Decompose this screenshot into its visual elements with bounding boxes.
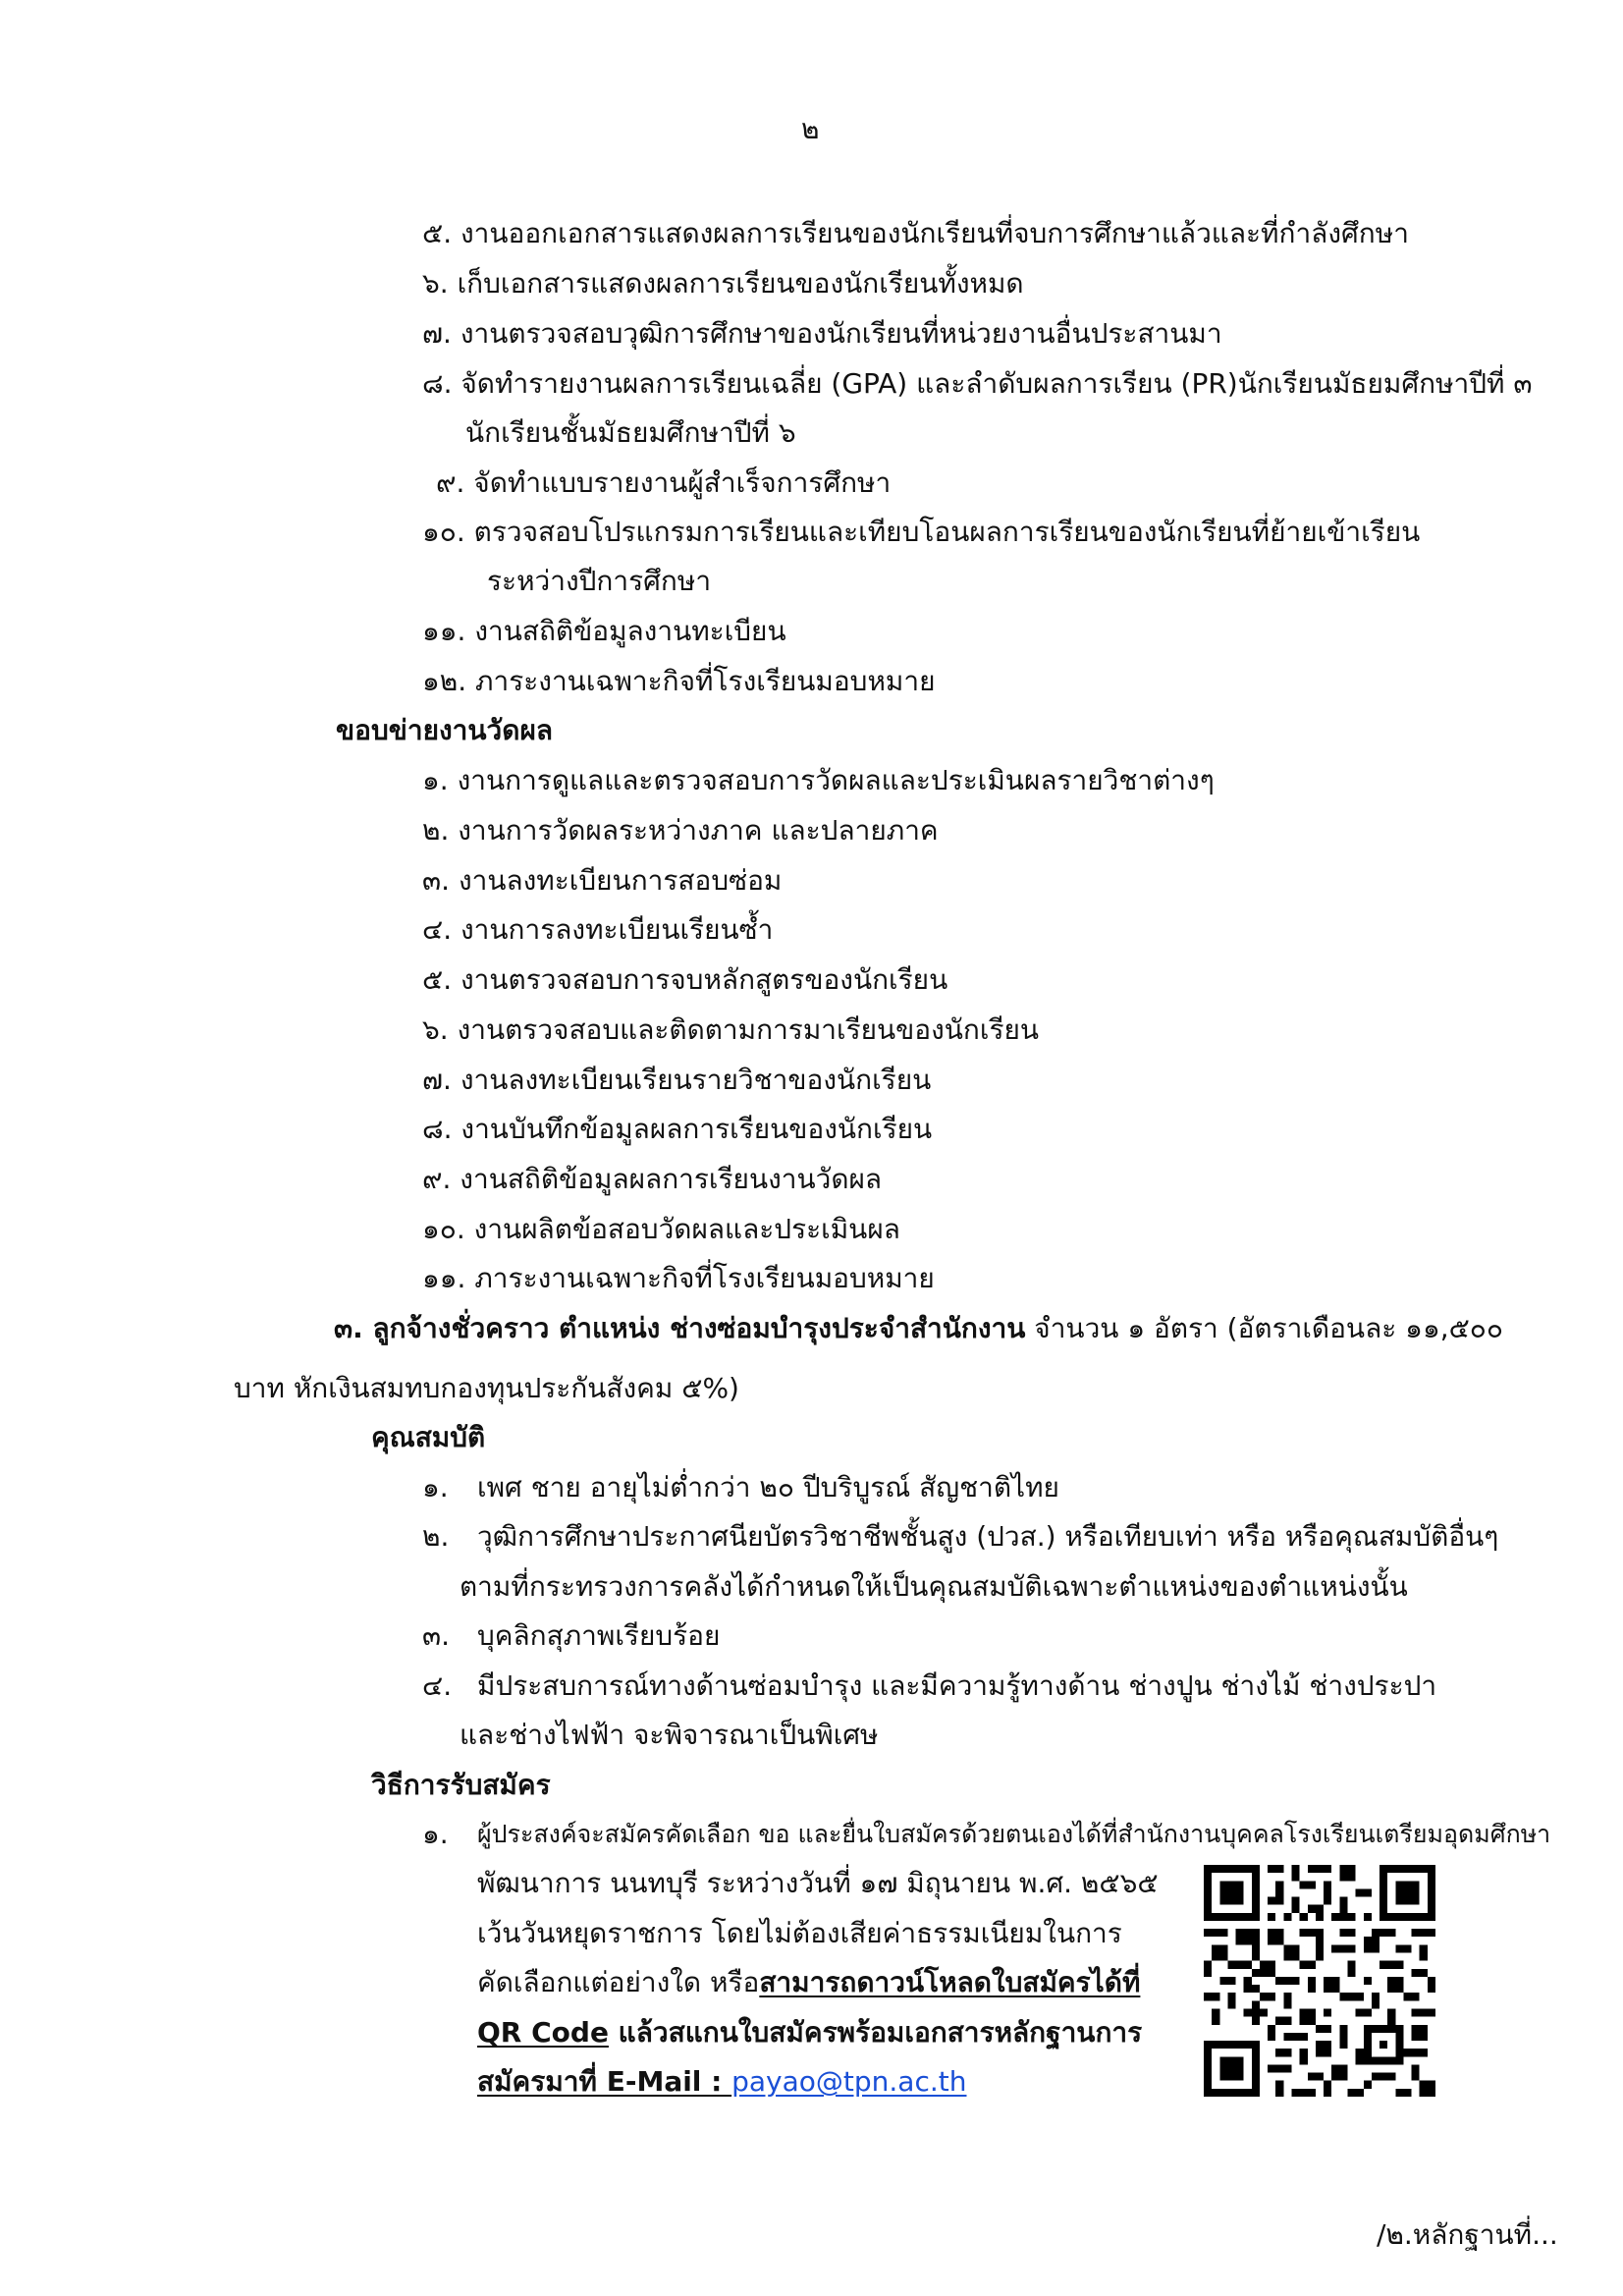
list-item: ๑. งานการดูแลและตรวจสอบการวัดผลและประเมินผลรายวิชาต่างๆ <box>422 764 1215 796</box>
email-label: สมัครมาที่ E-Mail : <box>477 2065 732 2098</box>
list-item: ๑๑. ภาระงานเฉพาะกิจที่โรงเรียนมอบหมาย <box>422 1262 935 1294</box>
qual-number: ๑. <box>422 1471 449 1503</box>
qr-code-label: QR Code <box>477 2016 609 2049</box>
apply-text: พัฒนาการ นนทบุรี ระหว่างวันที่ ๑๗ มิถุนายน พ.ศ. ๒๕๖๕ <box>477 1867 1159 1899</box>
list-item: ๘. จัดทำรายงานผลการเรียนเฉลี่ย (GPA) และลำดับผลการเรียน (PR)นักเรียนมัธยมศึกษาปีที่ ๓ <box>422 367 1533 400</box>
list-item: ๕. งานตรวจสอบการจบหลักสูตรของนักเรียน <box>422 963 948 996</box>
apply-text: เว้นวันหยุดราชการ โดยไม่ต้องเสียค่าธรรมเนียมในการ <box>477 1917 1122 1949</box>
list-item: ๘. งานบันทึกข้อมูลผลการเรียนของนักเรียน <box>422 1113 933 1145</box>
list-item: ๔. งานการลงทะเบียนเรียนซ้ำ <box>422 913 774 946</box>
list-item: ๗. งานลงทะเบียนเรียนรายวิชาของนักเรียน <box>422 1064 932 1096</box>
qualifications-heading: คุณสมบัติ <box>371 1421 486 1453</box>
apply-text-bold: แล้วสแกนใบสมัครพร้อมเอกสารหลักฐานการ <box>608 2016 1143 2049</box>
qual-text-continuation: ตามที่กระทรวงการคลังได้กำหนดให้เป็นคุณสมบัติเฉพาะตำแหน่งของตำแหน่งนั้น <box>460 1570 1408 1603</box>
application-heading: วิธีการรับสมัคร <box>371 1769 551 1801</box>
apply-email-line <box>477 2062 966 2102</box>
list-item: ๓. งานลงทะเบียนการสอบซ่อม <box>422 864 783 897</box>
list-item: ๒. งานการวัดผลระหว่างภาค และปลายภาค <box>422 814 939 847</box>
apply-number: ๑. <box>422 1818 449 1850</box>
position-title-bold: ๓. ลูกจ้างชั่วคราว ตำแหน่ง ช่างซ่อมบำรุงประจำสำนักงาน <box>334 1312 1026 1344</box>
apply-text: ผู้ประสงค์จะสมัครคัดเลือก ขอ และยื่นใบสมัครด้วยตนเองได้ที่สำนักงานบุคคลโรงเรียนเตรียมอุดมศึกษา <box>477 1820 1551 1848</box>
list-item: ๑๒. ภาระงานเฉพาะกิจที่โรงเรียนมอบหมาย <box>422 665 936 697</box>
list-item: ๕. งานออกเอกสารแสดงผลการเรียนของนักเรียนที่จบการศึกษาแล้วและที่กำลังศึกษา <box>422 217 1409 249</box>
qual-text: บุคลิกสุภาพเรียบร้อย <box>477 1619 721 1652</box>
apply-text <box>477 2013 1142 2052</box>
qual-text: มีประสบการณ์ทางด้านซ่อมบำรุง และมีความรู้ทางด้าน ช่างปูน ช่างไม้ ช่างประปา <box>477 1669 1437 1702</box>
position-title-line2: บาท หักเงินสมทบกองทุนประกันสังคม ๕%) <box>234 1372 739 1404</box>
qual-text-continuation: และช่างไฟฟ้า จะพิจารณาเป็นพิเศษ <box>460 1719 879 1751</box>
qual-number: ๔. <box>422 1669 453 1702</box>
qual-number: ๒. <box>422 1520 450 1553</box>
list-item: ๖. เก็บเอกสารแสดงผลการเรียนของนักเรียนทั้งหมด <box>422 267 1024 300</box>
email-link[interactable]: payao@tpn.ac.th <box>731 2065 967 2098</box>
list-item-continuation: ระหว่างปีการศึกษา <box>487 565 712 597</box>
list-item: ๑๐. งานผลิตข้อสอบวัดผลและประเมินผล <box>422 1213 900 1245</box>
position-title-rest: จำนวน ๑ อัตรา (อัตราเดือนละ ๑๑,๕๐๐ <box>1025 1312 1503 1344</box>
list-item: ๙. งานสถิติข้อมูลผลการเรียนงานวัดผล <box>422 1163 883 1195</box>
qr-code <box>1204 1865 1435 2097</box>
measurement-heading: ขอบข่ายงานวัดผล <box>336 714 554 746</box>
list-item: ๙. จัดทำแบบรายงานผู้สำเร็จการศึกษา <box>436 466 892 499</box>
list-item-continuation: นักเรียนชั้นมัธยมศึกษาปีที่ ๖ <box>465 416 796 449</box>
qr-code-icon <box>1204 1865 1435 2097</box>
qual-text: วุฒิการศึกษาประกาศนียบัตรวิชาชีพชั้นสูง (ปวส.) หรือเทียบเท่า หรือ หรือคุณสมบัติอื่นๆ <box>477 1520 1499 1553</box>
list-item: ๗. งานตรวจสอบวุฒิการศึกษาของนักเรียนที่หน่วยงานอื่นประสานมา <box>422 317 1222 350</box>
list-item: ๖. งานตรวจสอบและติดตามการมาเรียนของนักเรียน <box>422 1013 1040 1046</box>
page-number: ๒ <box>801 113 820 145</box>
list-item: ๑๐. ตรวจสอบโปรแกรมการเรียนและเทียบโอนผลการเรียนของนักเรียนที่ย้ายเข้าเรียน <box>422 516 1421 548</box>
continuation-note: /๒.หลักฐานที่... <box>1377 2218 1558 2251</box>
apply-text <box>477 1963 1140 2002</box>
list-item: ๑๑. งานสถิติข้อมูลงานทะเบียน <box>422 615 786 647</box>
qual-text: เพศ ชาย อายุไม่ต่ำกว่า ๒๐ ปีบริบูรณ์ สัญชาติไทย <box>477 1471 1059 1503</box>
position-title <box>334 1309 1503 1348</box>
qual-number: ๓. <box>422 1619 451 1652</box>
apply-text-plain: คัดเลือกแต่อย่างใด หรือ <box>477 1966 760 1998</box>
download-note: สามารถดาวน์โหลดใบสมัครได้ที่ <box>759 1966 1141 1998</box>
